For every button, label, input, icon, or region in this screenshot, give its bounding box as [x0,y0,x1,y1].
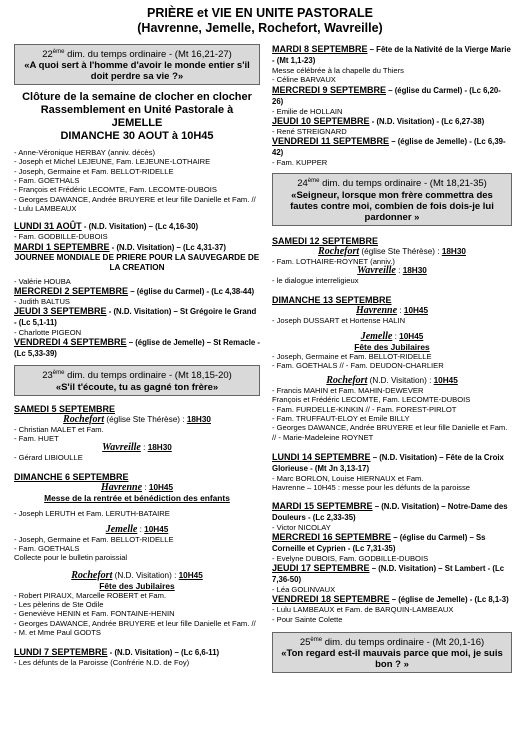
day-name: JEUDI 3 SEPTEMBRE [14,306,107,317]
box-head: 23 [42,370,53,382]
intention-line: - le dialogue interreligieux [272,275,359,285]
day-heading [272,594,512,605]
closing-line: DIMANCHE 30 AOUT à 10H45 [60,130,214,143]
mass-location [272,266,512,276]
mass-time: 10H45 [144,524,169,534]
intention-line: - Lulu LAMBEAUX et Fam. de BARQUIN-LAMBEAUX [272,605,454,615]
intention-list [272,107,512,116]
gospel-quote: «A quoi sert à l'homme d'avoir le monde entier s'il doit perdre sa vie ?» [24,60,250,83]
day-info: - (N.D. Visitation) – St Grégoire le Grand - (Lc 5,1-11) [14,307,257,328]
sep: : [397,306,404,316]
mass-time: 18H30 [147,443,172,453]
special-mass: Messe de la rentrée et bénédiction des enfants [44,493,230,504]
intention-line: - Joseph DUSSART et Hortense HALIN [272,316,406,326]
mass-location [272,376,512,386]
mass-time: 10H45 [403,306,429,316]
day-heading [272,116,512,127]
day-info: - (N.D. Visitation) - (Lc 6,27-38) [369,116,485,126]
day-heading [14,286,260,297]
intention-line: - Emilie de HOLLAIN [272,106,343,116]
day-name: VENDREDI 4 SEPTEMBRE [14,337,127,348]
intention-line: - Fam. GOETHALS [14,544,80,554]
day-name: VENDREDI 11 SEPTEMBRE [272,136,390,147]
intention-line: - Evelyne DUBOIS, Fam. GODBILLE-DUBOIS [272,553,429,563]
intention-list [272,386,512,442]
left-column [14,44,260,667]
intention-line: - Georges DAWANCE, Andrée BRUYERE et leur fille Danielle et Fam. // - M. et Mme Paul GODTS [14,618,256,637]
intention-line: Collecte pour le bulletin paroissial [14,553,128,563]
day-name: MARDI 8 SEPTEMBRE [272,44,368,54]
sunday-box-22 [14,44,260,85]
day-name: JEUDI 10 SEPTEMBRE [272,115,370,126]
intention-list [14,277,260,286]
place-name: Rochefort [71,569,113,581]
intention-list [14,509,260,518]
intention-line: - René STREIGNARD [272,126,347,136]
mass-time: 10H45 [148,483,174,493]
day-info: - (N.D. Visitation) – (Lc 4,16-30) [81,222,199,232]
intention-list [14,591,260,637]
day-name: MARDI 1 SEPTEMBRE [14,241,110,252]
church-name: (église Ste Thérèse) : [104,414,187,424]
place-name: Wavreille [102,442,141,454]
box-sup: ème [310,636,323,643]
title-line-2: (Havrenne, Jemelle, Rochefort, Wavreille) [137,21,383,35]
intention-line: - Joseph, Germaine et Fam. BELLOT-RIDELLE [14,534,174,544]
intention-line: - Fam. HUET [14,433,59,443]
intention-line: - Judith BALTUS [14,296,70,306]
church-name: (N.D. Visitation) : [367,376,434,386]
intention-line: - Fam. FURDELLE-KINKIN // - Fam. FOREST-PIRLOT [272,404,457,414]
intention-line: - Fam. GODBILLE-DUBOIS [14,232,108,242]
intention-line: - Joseph LERUTH et Fam. LERUTH-BATAIRE [14,509,170,519]
place-name: Havrenne [355,305,398,317]
intention-line: - Charlotte PIGEON [14,328,82,338]
day-heading [272,532,512,554]
intention-list [14,658,260,667]
mass-location [14,483,260,493]
day-heading [14,404,260,415]
world-day-notice: JOURNEE MONDIALE DE PRIERE POUR LA SAUVEGARDE DE LA CREATION [14,252,260,272]
day-heading [14,647,260,658]
day-name: SAMEDI 5 SEPTEMBRE [14,403,116,414]
day-name: JEUDI 17 SEPTEMBRE [272,563,370,574]
intention-line: - Joseph, Germaine et Fam. BELLOT-RIDELLE [272,351,432,361]
box-head-rest: dim. du temps ordinaire - (Mt 18,21-35) [319,178,487,190]
closing-line: JEMELLE [111,117,163,130]
day-heading [272,136,512,158]
intention-list [272,605,512,624]
mass-location [14,415,260,425]
intention-list [14,328,260,337]
box-sup: ème [307,178,320,185]
day-heading [14,337,260,359]
gospel-quote: «Ton regard est-il mauvais parce que moi, je suis bon ? » [281,648,503,671]
box-sup: ème [52,49,65,55]
intention-line: - Fam. GOETHALS // - Fam. DEUDON-CHARLIER [272,360,444,370]
box-head-rest: dim. du temps ordinaire - (Mt 18,15-20) [64,370,232,382]
sunday-box-23 [14,365,260,395]
intention-list [272,75,512,84]
intention-line: - Pour Sainte Colette [272,614,343,624]
intention-line: - Francis MAHIN et Fam. MAHIN-DEWEVER [272,386,424,396]
intention-line: - Fam. LOTHAIRE-ROYNET (anniv.) [272,256,395,266]
closing-announcement [14,91,260,143]
mass-location [272,306,512,316]
intention-list [14,297,260,306]
day-info: – (église de Jemelle) – St Remacle - (Lc 5,33-39) [14,338,261,359]
intention-line: - Les défunts de la Paroisse (Confrérie N.D. de Foy) [14,658,190,668]
intention-list [272,352,512,371]
right-column [272,44,512,673]
day-name: MERCREDI 16 SEPTEMBRE [272,531,392,542]
sep: : [395,265,403,275]
intention-list [272,585,512,594]
mass-time: 10H45 [433,376,458,386]
intention-line: - Anne-Véronique HERBAY (anniv. décès) [14,148,155,158]
place-name: Jemelle [105,523,138,535]
intention-list [14,425,260,444]
place-name: Wavreille [357,264,396,276]
sunday-box-24 [272,173,512,225]
intention-list [272,127,512,136]
intention-list [14,232,260,241]
mass-location [14,525,260,535]
intention-line: - Léa GOLINVAUX [272,585,336,595]
day-info: – (N.D. Visitation) – Notre-Dame des Douleurs - (Lc 2,33-35) [272,501,508,522]
place-name: Havrenne [100,482,143,494]
intention-line: - Les pèlerins de Ste Odile [14,599,104,609]
box-head-rest: dim. du temps ordinaire - (Mt 16,21-27) [64,49,232,61]
mass-time: 18H30 [441,246,466,256]
closing-line: Clôture de la semaine de clocher en clocher [22,91,252,104]
day-name: VENDREDI 18 SEPTEMBRE [272,594,390,605]
sep: : [392,331,400,341]
day-heading [272,563,512,585]
intention-line: - Christian MALET et Fam. [14,424,104,434]
intention-line: - Gérard LIBIOULLE [14,453,83,463]
mass-time: 10H45 [178,570,203,580]
intention-list [14,453,260,462]
intention-line: - Valérie HOUBA [14,276,71,286]
day-name: DIMANCHE 13 SEPTEMBRE [272,295,392,306]
place-name: Rochefort [63,413,105,425]
jubilee-feast: Fête des Jubilaires [99,580,175,591]
intention-line: - Fam. TRUFFAUT-ELOY et Emile BILLY [272,414,410,424]
gospel-quote: «Seigneur, lorsque mon frère commettra des fautes contre moi, combien de fois dois-je lui pardonner » [290,189,494,223]
mass-location [14,571,260,581]
day-info: - (N.D. Visitation) – (Lc 6,6-11) [107,648,220,658]
place-name: Jemelle [360,330,393,342]
intention-line: - Victor NICOLAY [272,522,331,532]
day-heading [272,501,512,523]
intention-line: - Fam. KUPPER [272,158,328,168]
mass-time: 18H30 [402,265,427,275]
day-heading [14,242,260,253]
page-title [0,6,520,36]
intention-line: - Geneviève HENIN et Fam. FONTAINE-HENIN [14,609,175,619]
intention-line: François et Frédéric LECOMTE, Fam. LECOMTE-DUBOIS [272,395,471,405]
intention-list [272,276,512,285]
day-heading [14,306,260,328]
intention-line: - Georges DAWANCE, Andrée BRUYERE et leur fille Danielle et Fam. // - Marie-Madeleine ROYNET [272,423,508,442]
day-info: – (N.D. Visitation) – Fête de la Croix Glorieuse - (Mt Jn 3,13-17) [272,452,504,473]
intention-list [14,535,260,563]
day-name: MERCREDI 9 SEPTEMBRE [272,84,387,95]
day-info: – (église du Carmel) - (Lc 4,38-44) [128,286,255,296]
intention-line: - Georges DAWANCE, Andrée BRUYERE et leur fille Danielle et Fam. // - Lulu LAMBEAUX [14,194,256,213]
intention-list [272,554,512,563]
sunday-box-25 [272,632,512,673]
day-name: LUNDI 7 SEPTEMBRE [14,647,108,658]
day-name: MARDI 15 SEPTEMBRE [272,500,373,511]
box-head: 24 [297,178,308,190]
sep: : [140,443,148,453]
intention-line: - François et Frédéric LECOMTE, Fam. LECOMTE-DUBOIS [14,185,217,195]
intention-list [272,474,512,493]
mass-location [272,247,512,257]
day-info: – (église de Jemelle) - (Lc 6,39-42) [272,137,506,158]
day-heading [272,236,512,247]
closing-line: Rassemblement en Unité Pastorale à [40,104,234,117]
day-heading [272,44,512,66]
day-info: – (N.D. Visitation) – St Lambert - (Lc 7,36-50) [272,564,505,585]
day-info: - (N.D. Visitation) – (Lc 4,31-37) [109,242,226,252]
day-info: – (église du Carmel) - (Lc 6,20-26) [272,85,501,106]
intention-list [272,158,512,167]
day-info: – (église de Jemelle) - (Lc 8,1-3) [389,595,509,605]
sep: : [137,524,145,534]
place-name: Rochefort [326,375,368,387]
intention-line: Havrenne – 10H45 : messe pour les défunts de la paroisse [272,483,470,493]
box-head-rest: dim. du temps ordinaire - (Mt 20,1-16) [322,637,485,649]
intention-line: - Joseph et Michel LEJEUNE, Fam. LEJEUNE-LOTHAIRE [14,157,211,167]
day-info: – (église du Carmel) – Ss Corneille et Cyprien - (Lc 7,31-35) [272,532,486,553]
intention-line: - Céline BARVAUX [272,75,336,85]
place-name: Rochefort [318,245,360,257]
day-heading [14,221,260,232]
gospel-quote: «S'il t'écoute, tu as gagné ton frère» [55,381,219,393]
mass-time: 10H45 [399,331,424,341]
mass-time: 18H30 [186,414,211,424]
box-head: 25 [299,637,311,649]
intention-line: - Joseph, Germaine et Fam. BELLOT-RIDELLE [14,166,174,176]
mass-location [272,332,512,342]
day-info: – Fête de la Nativité de la Vierge Marie - (Mt 1,1-23) [272,45,511,65]
intention-line: - Fam. GOETHALS [14,176,80,186]
box-head: 22 [42,49,53,61]
intention-line: - Marc BORLON, Louise HIERNAUX et Fam. [272,473,424,483]
box-sup: ème [52,370,65,377]
mass-location [14,443,260,453]
title-line-1: PRIÈRE et VIE EN UNITE PASTORALE [147,6,373,20]
intention-list [14,148,260,213]
day-heading [272,452,512,474]
day-name: DIMANCHE 6 SEPTEMBRE [14,472,129,483]
church-name: (N.D. Visitation) : [112,570,179,580]
day-name: LUNDI 31 AOÛT [14,221,82,232]
day-heading [272,85,512,107]
day-name: MERCREDI 2 SEPTEMBRE [14,285,129,296]
mass-note: Messe célébrée à la chapelle du Thiers [272,66,404,75]
sep: : [142,483,149,493]
intention-list [272,523,512,532]
jubilee-feast: Fête des Jubilaires [354,341,430,352]
intention-list [272,316,512,325]
church-name: (église Ste Thérèse) : [359,246,442,256]
day-name: SAMEDI 12 SEPTEMBRE [272,235,379,246]
day-name: LUNDI 14 SEPTEMBRE [272,451,371,462]
intention-line: - Robert PIRAUX, Marcelle ROBERT et Fam. [14,590,167,600]
